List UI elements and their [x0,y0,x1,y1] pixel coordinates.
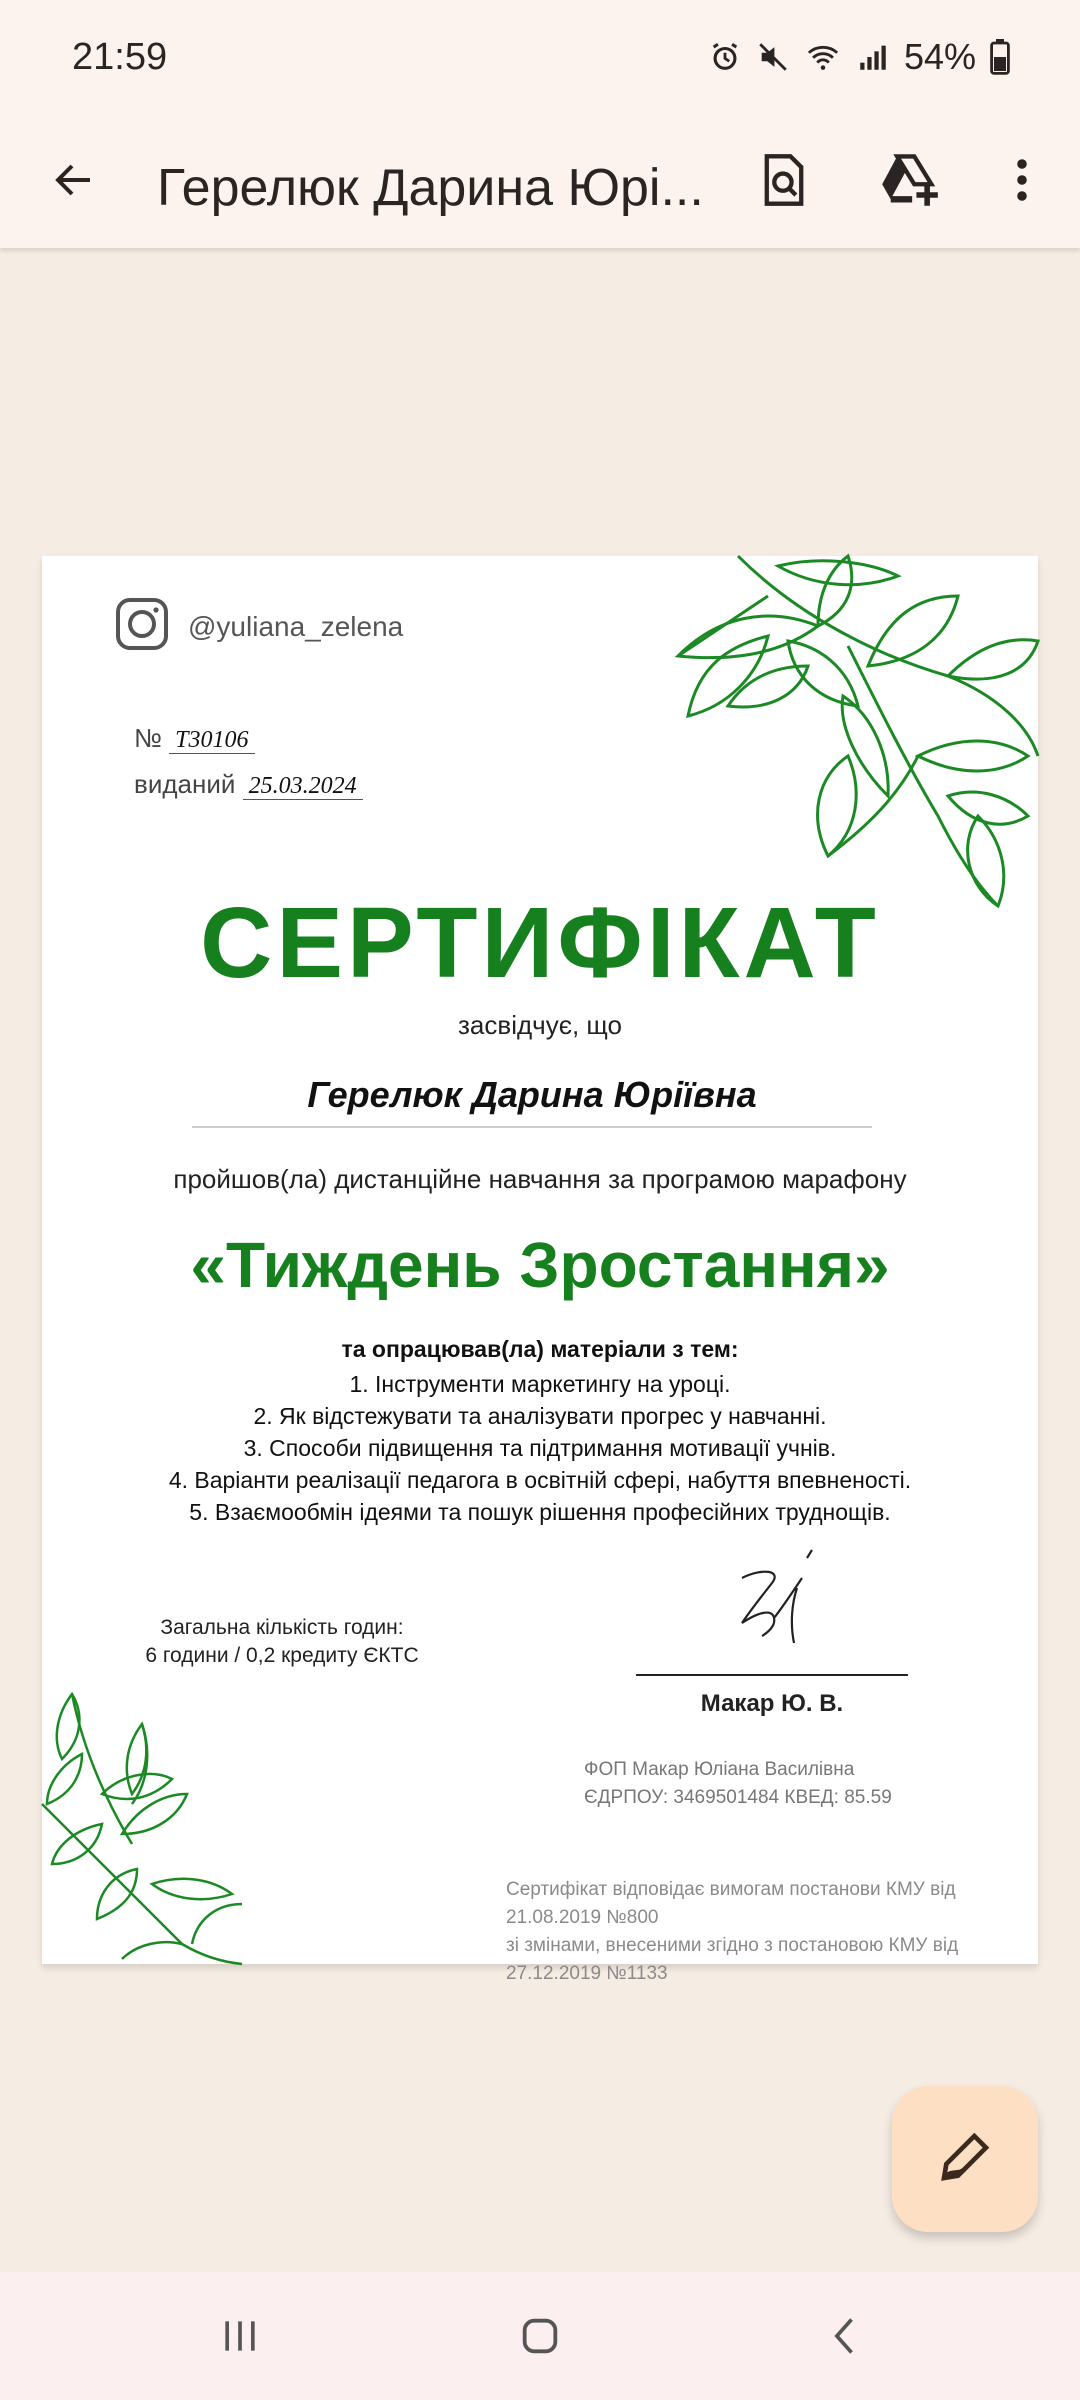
signal-icon [856,40,890,74]
recipient-name: Герелюк Дарина Юріївна [192,1074,872,1128]
edit-fab-button[interactable] [892,2086,1038,2232]
alarm-icon [708,40,742,74]
mute-icon [756,40,790,74]
instagram-badge [114,596,403,657]
topic-item: 5. Взаємообмін ідеями та пошук рішення професійних труднощів. [189,1499,891,1525]
wifi-icon [804,40,842,74]
drive-add-icon[interactable] [874,144,946,216]
system-nav-bar [0,2272,1080,2400]
signature-image [712,1548,832,1658]
legal-line: Сертифікат відповідає вимогам постанови КМУ від 21.08.2019 №800 [506,1879,956,1928]
legal-note [280,1876,1000,1988]
recents-icon[interactable] [200,2300,280,2372]
leaves-decoration-bottom-icon [42,1694,252,1964]
number-label: № [134,723,162,753]
topics-list [42,1368,1038,1528]
more-vert-icon[interactable] [986,144,1058,216]
issued-row [134,762,363,808]
certificate-title: СЕРТИФІКАТ [200,887,880,999]
program-name: «Тиждень Зростання» [190,1229,890,1301]
topic-item: 3. Способи підвищення та підтримання мотивації учнів. [243,1435,837,1461]
legal-line: зі змінами, внесеними згідно з постановою КМУ від 27.12.2019 №1133 [506,1935,959,1984]
issued-date: 25.03.2024 [243,773,363,800]
status-icons [708,36,1010,78]
instagram-icon [114,596,170,657]
fop-codes: ЄДРПОУ: 3469501484 КВЕД: 85.59 [584,1787,892,1808]
back-arrow-icon[interactable] [38,144,110,216]
document-search-icon[interactable] [748,144,820,216]
completed-text: пройшов(ла) дистанційне навчання за програмою марафону [173,1164,907,1194]
topic-item: 4. Варіанти реалізації педагога в освітній сфері, набуття впевненості. [168,1467,912,1493]
signer-name: Макар Ю. В. [700,1690,844,1717]
status-bar [0,0,1080,120]
topic-item: 1. Інструменти маркетингу на уроці. [349,1371,731,1397]
app-bar [0,120,1080,248]
topic-item: 2. Як відстежувати та аналізувати прогрес у навчанні. [253,1403,827,1429]
leaves-decoration-icon [618,556,1038,936]
edit-pen-icon [937,2129,993,2190]
status-time: 21:59 [72,36,168,78]
document-title: Герелюк Дарина Юрі... [157,159,704,217]
back-icon[interactable] [806,2300,886,2372]
battery-text: 54% [903,36,976,77]
issued-label: виданий [134,769,236,799]
hours-value: 6 години / 0,2 кредиту ЄКТС [145,1644,419,1667]
certificate-number: Т30106 [169,727,254,754]
home-icon[interactable] [500,2300,580,2372]
signature-line [636,1674,908,1676]
certificate-page [42,556,1038,1984]
certifies-text: засвідчує, що [458,1010,622,1040]
instagram-handle: @yuliana_zelena [188,610,404,642]
fop-details [584,1756,892,1812]
topics-heading: та опрацював(ла) матеріали з тем: [341,1336,739,1362]
fop-name: ФОП Макар Юліана Василівна [584,1759,855,1780]
hours-label: Загальна кількість годин: [160,1616,404,1639]
certificate-meta [134,716,363,808]
battery-icon [990,39,1010,75]
hours-block [102,1614,462,1670]
certificate-number-row [134,716,363,762]
